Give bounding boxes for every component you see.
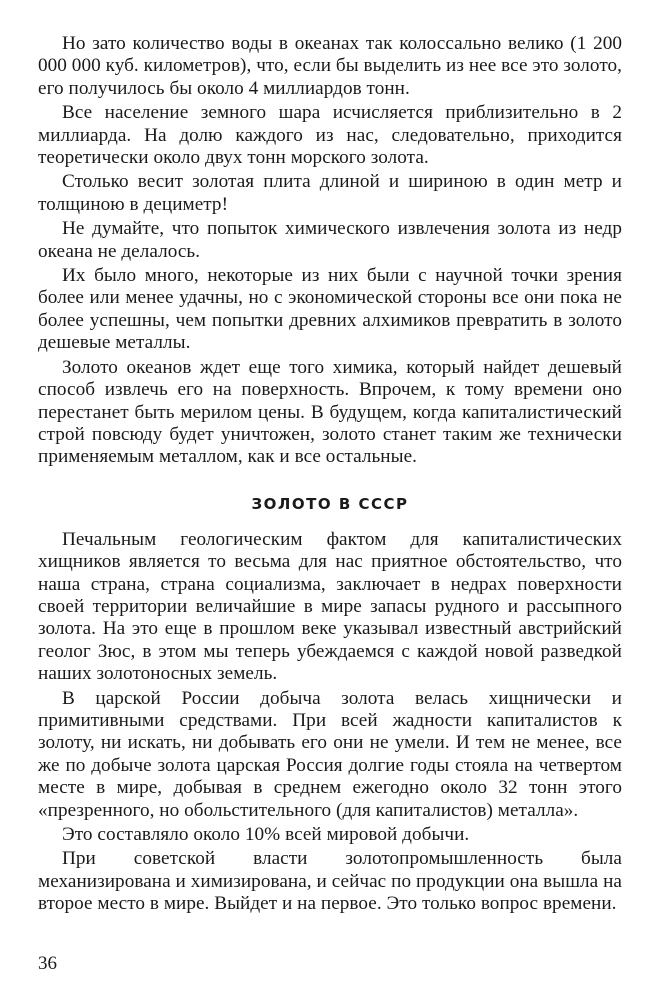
paragraph-ocean-gold-future: Золото океанов ждет еще того химика, который найдет дешевый способ извлечь его на поверхность. Впрочем, к тому времени оно перестанет быть мерилом цены. В будущем, когда капиталистический строй повсюду будет уничтожен, золото станет таким же технически применяемым металлом, как и все остальные. — [38, 356, 622, 468]
section-title: ЗОЛОТО В СССР — [251, 494, 409, 513]
paragraph-tsarist-mining: В царской России добыча золота велась хищнически и примитивными средствами. При всей жадности капиталистов к золоту, ни искать, ни добывать его они не умели. И тем не менее, все же по добыче золота царская Россия долгие годы стояла на четвертом месте в мире, добывая в среднем ежегодно около 32 тонн этого «презренного, но обольстительного (для капиталистов) металла». — [38, 687, 622, 821]
paragraph-soviet-industry: При советской власти золотопромышленность была механизирована и химизирована, и сейчас по продукции она вышла на второе место в мире. Выйдет и на первое. Это только вопрос времени. — [38, 848, 622, 915]
paragraph-extraction-attempts: Не думайте, что попыток химического извлечения золота из недр океана не делалось. — [38, 218, 622, 262]
paragraph-alchemists: Их было много, некоторые из них были с научной точки зрения более или менее удачны, но с экономической стороны все они пока не более успешны, чем попытки древних алхимиков превратить в золото дешевые металлы. — [38, 265, 622, 354]
paragraph-soviet-reserves: Печальным геологическим фактом для капиталистических хищников является то весьма для нас приятное обстоятельство, что наша страна, страна социализма, заключает в недрах поверхности своей территории величайшие в мире запасы рудного и рассыпного золота. На это еще в прошлом веке указывал известный австрийский геолог Зюс, в этом мы теперь убеждаемся с каждой новой разведкой наших золотоносных земель. — [38, 528, 622, 685]
paragraph-gold-plate: Столько весит золотая плита длиной и шириною в один метр и толщиною в дециметр! — [38, 171, 622, 215]
paragraph-ocean-water-volume: Но зато количество воды в океанах так колоссально велико (1 200 000 000 куб. километров), что, если бы выделить из нее все это золото, его получилось бы около 4 миллиардов тонн. — [38, 33, 622, 99]
book-page — [38, 33, 622, 916]
paragraph-world-population: Все население земного шара исчисляется приблизительно в 2 миллиарда. На долю каждого из нас, следовательно, приходится теоретически около двух тонн морского золота. — [38, 102, 622, 169]
page-number: 36 — [38, 953, 57, 974]
paragraph-world-share: Это составляло около 10% всей мировой добычи. — [62, 824, 470, 845]
